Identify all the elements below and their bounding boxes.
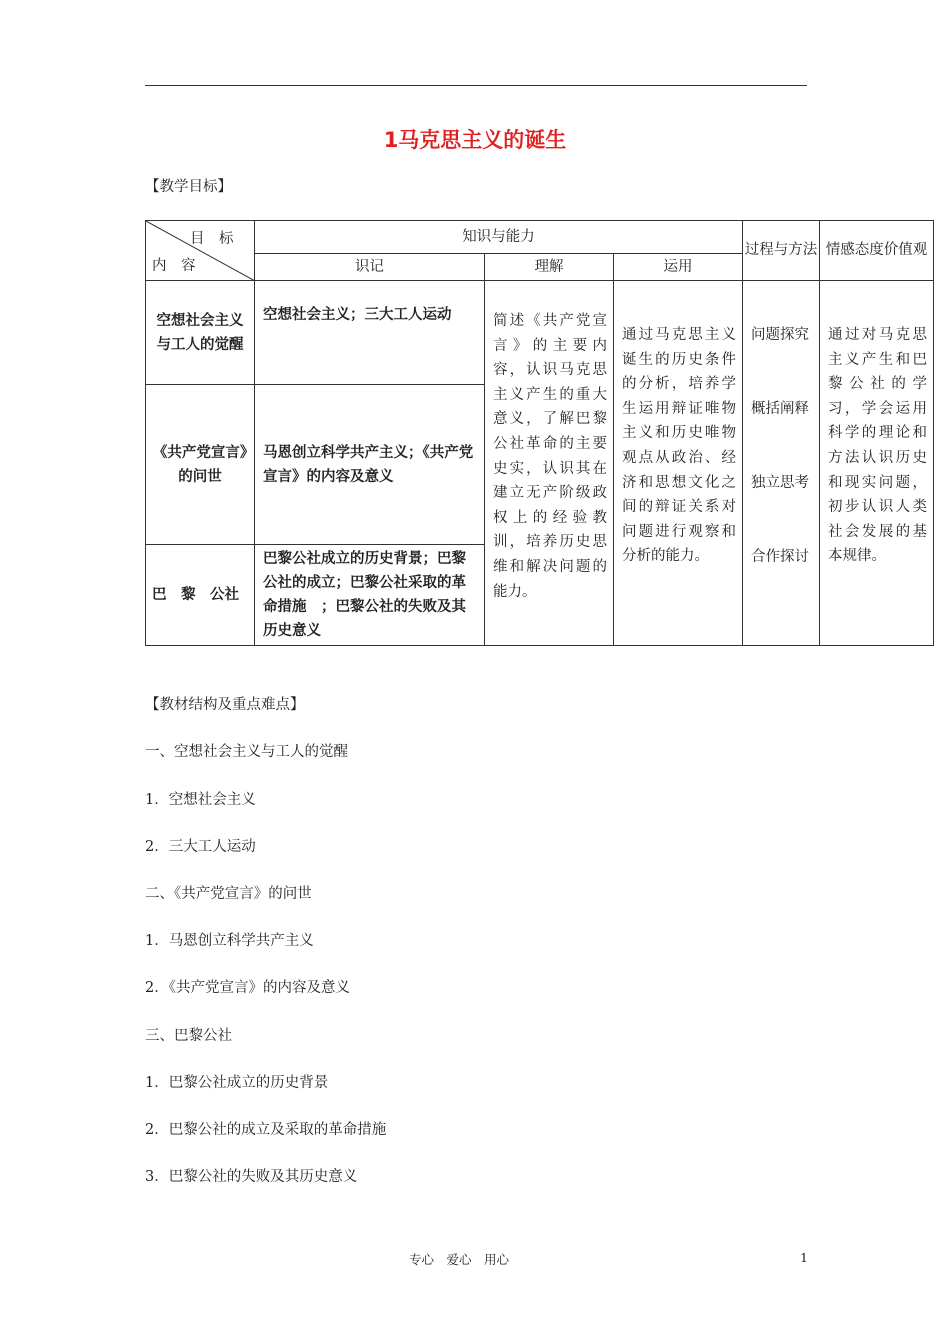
section-label-objectives: 【教学目标】 <box>145 179 232 195</box>
row-content-3: 巴 黎 公社 <box>146 545 255 646</box>
outline-item: 三、巴黎公社 <box>145 1028 232 1044</box>
process-item: 合作探讨 <box>751 549 809 565</box>
corner-label-content: 内 容 <box>152 258 196 274</box>
header-memorize: 识记 <box>255 254 485 281</box>
process-item: 独立思考 <box>751 475 809 491</box>
header-process: 过程与方法 <box>743 221 820 281</box>
process-cell <box>743 281 820 646</box>
row-memorize-2: 马恩创立科学共产主义；《共产党宣言》的内容及意义 <box>255 385 485 545</box>
row-memorize-3: 巴黎公社成立的历史背景；巴黎公社的成立；巴黎公社采取的革命措施 ；巴黎公社的失败及其历史意义 <box>255 545 485 646</box>
outline-item: 2．巴黎公社的成立及采取的革命措施 <box>145 1122 387 1138</box>
outline-item: 2．《共产党宣言》的内容及意义 <box>145 980 350 996</box>
header-knowledge: 知识与能力 <box>255 221 743 254</box>
outline-item: 二、《共产党宣言》的问世 <box>145 886 312 902</box>
process-item: 概括阐释 <box>751 401 809 417</box>
outline-item: 3．巴黎公社的失败及其历史意义 <box>145 1169 358 1185</box>
emotion-cell: 通过对马克思主义产生和巴黎公社的学习，学会运用科学的理论和方法认识历史和现实问题，初步认识人类社会发展的基本规律。 <box>820 281 934 646</box>
objectives-table <box>145 220 934 646</box>
understand-cell: 简述《共产党宣言》的主要内容，认识马克思主义产生的重大意义，了解巴黎公社革命的主要史实，认识其在建立无产阶级政权上的经验教训，培养历史思维和解决问题的能力。 <box>485 281 614 646</box>
apply-cell: 通过马克思主义诞生的历史条件的分析，培养学生运用辩证唯物主义和历史唯物观点从政治、经济和思想文化之间的辩证关系对问题进行观察和分析的能力。 <box>614 281 743 646</box>
section-label-structure: 【教材结构及重点难点】 <box>145 697 305 713</box>
outline-item: 2．三大工人运动 <box>145 839 256 855</box>
row-memorize-1: 空想社会主义；三大工人运动 <box>255 281 485 385</box>
header-rule <box>145 85 807 86</box>
row-content-2: 《共产党宣言》的问世 <box>146 385 255 545</box>
diagonal-header-cell <box>146 221 255 281</box>
outline-item: 1．马恩创立科学共产主义 <box>145 933 314 949</box>
header-understand: 理解 <box>485 254 614 281</box>
outline-item: 1．巴黎公社成立的历史背景 <box>145 1075 329 1091</box>
corner-label-objective: 目 标 <box>190 231 234 247</box>
document-title: 1马克思主义的诞生 <box>383 128 567 152</box>
header-emotion: 情感态度价值观 <box>820 221 934 281</box>
process-item: 问题探究 <box>751 327 809 343</box>
row-content-1: 空想社会主义与工人的觉醒 <box>146 281 255 385</box>
header-apply: 运用 <box>614 254 743 281</box>
outline-item: 1．空想社会主义 <box>145 792 256 808</box>
outline-item: 一、空想社会主义与工人的觉醒 <box>145 744 348 760</box>
page-footer: 专心 爱心 用心 <box>409 1252 510 1267</box>
page-number: 1 <box>800 1250 808 1265</box>
